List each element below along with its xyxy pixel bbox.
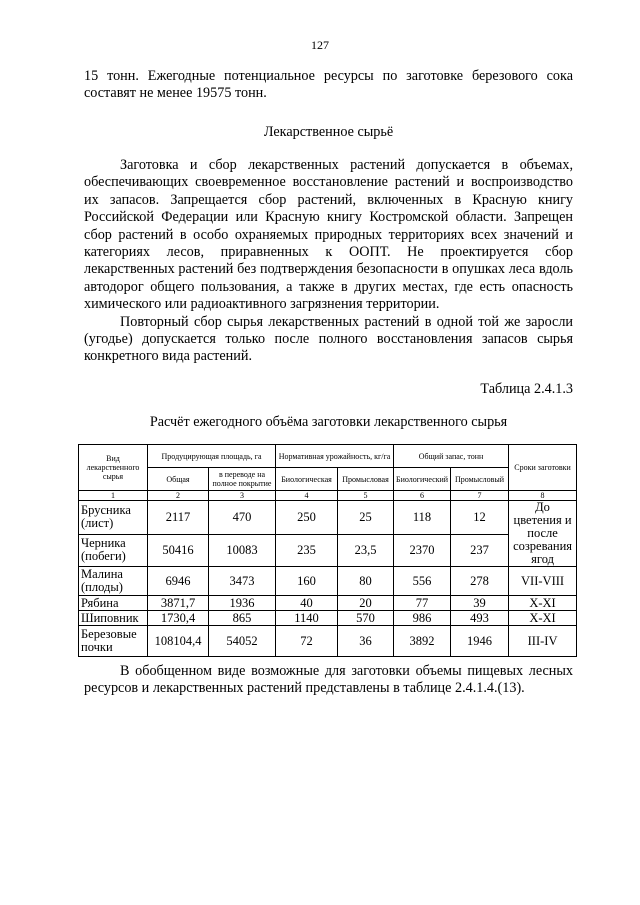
paragraph-repeat-collection: Повторный сбор сырья лекарственных растений в одной той же заросли (угодье) допускается только после полного восстановления запасов сырья конкретного вида растений.	[84, 313, 573, 365]
table-row	[79, 534, 577, 566]
cell-name: Шиповник	[79, 611, 148, 626]
header-area-converted: в переводе на полное покрытие	[209, 468, 276, 491]
header-yield: Нормативная урожайность, кг/га	[276, 445, 394, 468]
cell-yield-ind: 80	[338, 567, 394, 596]
table-row	[79, 567, 577, 596]
header-area: Продуцирующая площадь, га	[148, 445, 276, 468]
header-terms: Сроки заготовки	[509, 445, 577, 491]
column-number: 7	[451, 491, 509, 501]
cell-stock-bio: 2370	[394, 534, 451, 566]
cell-area-total: 6946	[148, 567, 209, 596]
cell-area-total: 50416	[148, 534, 209, 566]
cell-yield-bio: 235	[276, 534, 338, 566]
cell-name: Малина (плоды)	[79, 567, 148, 596]
table-row	[79, 611, 577, 626]
closing-paragraph	[84, 663, 573, 698]
column-number: 5	[338, 491, 394, 501]
cell-name: Черника (побеги)	[79, 534, 148, 566]
header-yield-ind: Промысловая	[338, 468, 394, 491]
table-label: Таблица 2.4.1.3	[480, 381, 573, 397]
cell-yield-ind: 570	[338, 611, 394, 626]
cell-yield-bio: 160	[276, 567, 338, 596]
section-heading: Лекарственное сырьё	[263, 124, 394, 140]
header-raw-type: Вид лекарственного сырья	[79, 445, 148, 491]
header-yield-bio: Биологическая	[276, 468, 338, 491]
table-row	[79, 596, 577, 611]
cell-area-total: 1730,4	[148, 611, 209, 626]
cell-yield-bio: 250	[276, 501, 338, 535]
cell-yield-bio: 40	[276, 596, 338, 611]
medicinal-raw-table	[78, 444, 577, 657]
cell-stock-ind: 12	[451, 501, 509, 535]
cell-area-converted: 470	[209, 501, 276, 535]
intro-paragraph	[84, 68, 573, 103]
cell-stock-bio: 3892	[394, 626, 451, 657]
cell-yield-bio: 72	[276, 626, 338, 657]
table-row	[79, 501, 577, 535]
cell-stock-bio: 986	[394, 611, 451, 626]
cell-yield-ind: 20	[338, 596, 394, 611]
header-stock-bio: Биологический	[394, 468, 451, 491]
cell-area-total: 108104,4	[148, 626, 209, 657]
cell-stock-ind: 1946	[451, 626, 509, 657]
column-number: 8	[509, 491, 577, 501]
cell-stock-ind: 237	[451, 534, 509, 566]
column-number-row	[79, 491, 577, 501]
cell-term: VII-VIII	[509, 567, 577, 596]
cell-stock-ind: 493	[451, 611, 509, 626]
intro-text: 15 тонн. Ежегодные потенциальное ресурсы по заготовке березового сока составят не менее 19575 тонн.	[84, 68, 573, 102]
closing-text: В обобщенном виде возможные для заготовки объемы пищевых лесных ресурсов и лекарственных растений представлены в таблице 2.4.1.4.(13).	[84, 663, 573, 697]
cell-area-converted: 54052	[209, 626, 276, 657]
header-stock-ind: Промысловый	[451, 468, 509, 491]
cell-area-total: 2117	[148, 501, 209, 535]
cell-name: Рябина	[79, 596, 148, 611]
body-paragraphs	[84, 157, 573, 366]
table-row	[79, 626, 577, 657]
cell-yield-ind: 25	[338, 501, 394, 535]
cell-term: X-XI	[509, 596, 577, 611]
column-number: 6	[394, 491, 451, 501]
table-title: Расчёт ежегодного объёма заготовки лекарственного сырья	[149, 414, 508, 430]
header-stock: Общий запас, тонн	[394, 445, 509, 468]
column-number: 3	[209, 491, 276, 501]
cell-area-converted: 10083	[209, 534, 276, 566]
column-number: 4	[276, 491, 338, 501]
cell-stock-bio: 556	[394, 567, 451, 596]
cell-area-total: 3871,7	[148, 596, 209, 611]
cell-yield-bio: 1140	[276, 611, 338, 626]
cell-stock-ind: 39	[451, 596, 509, 611]
cell-yield-ind: 23,5	[338, 534, 394, 566]
cell-stock-ind: 278	[451, 567, 509, 596]
cell-stock-bio: 77	[394, 596, 451, 611]
column-number: 1	[79, 491, 148, 501]
cell-term: X-XI	[509, 611, 577, 626]
cell-term: III-IV	[509, 626, 577, 657]
column-number: 2	[148, 491, 209, 501]
cell-area-converted: 1936	[209, 596, 276, 611]
paragraph-collection-rules: Заготовка и сбор лекарственных растений допускается в объемах, обеспечивающих своевременное восстановление растений и воспроизводство их запасов. Запрещается сбор растений, включенных в Красную книгу Российской Федерации или Красную книгу Костромской области. Запрещен сбор растений в особо охраняемых природных территориях всех значений и категориях лесов, приравненных к ООПТ. Не проектируется сбор лекарственных растений без подтверждения безопасности в опушках леса вдоль автодорог общего пользования, а также в других местах, где есть опасность химического или радиоактивного загрязнения территории.	[84, 157, 573, 313]
page-number: 127	[311, 38, 329, 52]
cell-area-converted: 3473	[209, 567, 276, 596]
cell-stock-bio: 118	[394, 501, 451, 535]
cell-name: Березовые почки	[79, 626, 148, 657]
cell-area-converted: 865	[209, 611, 276, 626]
cell-name: Брусника (лист)	[79, 501, 148, 535]
cell-yield-ind: 36	[338, 626, 394, 657]
header-area-total: Общая	[148, 468, 209, 491]
cell-term-merged: До цветения и после созревания ягод	[509, 501, 577, 567]
